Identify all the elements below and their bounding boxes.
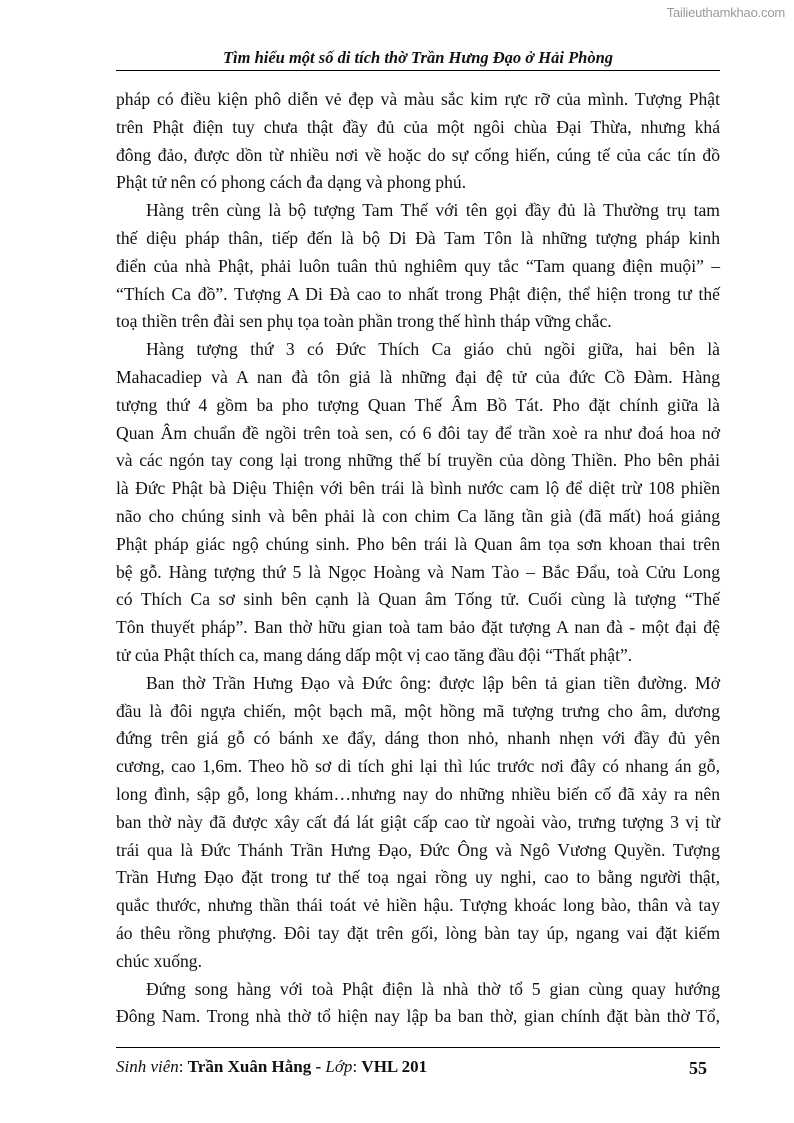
text-line: đầu là đôi ngựa chiến, một bạch mã, một hồng mã tượng trưng cho âm, dương: [116, 700, 720, 721]
running-header-title: Tìm hiểu một số di tích thờ Trần Hưng Đạo ở Hải Phòng: [222, 48, 614, 67]
text-line: và các ngón tay cong lại trong những thế bí truyền của dòng Thiền. Pho bên phải: [116, 450, 720, 471]
text-line: Phật tử nên có phong cách đa dạng và phong phú.: [116, 172, 467, 193]
student-label: Sinh viên: [116, 1057, 179, 1076]
text-line: Quan Âm chuẩn đề ngồi trên toà sen, có 6 đôi tay để trần xoè ra như đoá hoa nở: [116, 422, 720, 443]
footer-rule: [116, 1047, 720, 1048]
paragraph: [116, 197, 720, 336]
text-line: Trần Hưng Đạo đặt trong tư thế toạ ngai rồng uy nghi, cao to bằng người thật,: [116, 867, 720, 888]
separator: -: [311, 1057, 326, 1076]
text-line: Mahacadiep và A nan đà tôn giả là những đại đệ tử của đức Cồ Đàm. Hàng: [116, 366, 720, 387]
paragraph: [116, 86, 720, 197]
text-line: ban thờ này đã được xây cất đá lát giật cấp cao từ ngoài vào, trưng tượng 3 vị từ: [116, 811, 720, 832]
text-line: Đông Nam. Trong nhà thờ tổ hiện nay lập ba ban thờ, gian chính đặt bàn thờ Tổ,: [116, 1006, 720, 1027]
text-line: Hàng tượng thứ 3 có Đức Thích Ca giáo chủ ngồi giữa, hai bên là: [146, 339, 720, 360]
footer-author: Sinh viên: Trần Xuân Hằng - Lớp: VHL 201: [116, 1057, 428, 1076]
text-line: bệ gỗ. Hàng tượng thứ 5 là Ngọc Hoàng và Nam Tào – Bắc Đẩu, toà Cửu Long: [116, 561, 720, 582]
text-line: có Thích Ca sơ sinh bên cạnh là Quan âm Tống tử. Cuối cùng là tượng “Thế: [116, 589, 720, 610]
text-line: điển của nhà Phật, phải luôn tuân thủ nghiêm quy tắc “Tam quang điện muội” –: [116, 255, 720, 276]
text-line: Hàng trên cùng là bộ tượng Tam Thế với tên gọi đầy đủ là Thường trụ tam: [146, 200, 720, 221]
text-line: cương, cao 1,6m. Theo hồ sơ di tích ghi lại thì lúc trước nơi đây có nhang án gỗ,: [116, 756, 720, 777]
text-line: là Đức Phật bà Diệu Thiện với bên trái là bình nước cam lộ để diệt trừ 108 phiền: [116, 478, 720, 499]
class-name: VHL 201: [361, 1057, 428, 1076]
paragraph: [116, 976, 720, 1032]
text-line: Tôn thuyết pháp”. Ban thờ hữu gian toà tam bảo đặt tượng A nan đà - một đại đệ: [116, 617, 720, 638]
text-line: quắc thước, nhưng thần thái toát vẻ hiền hậu. Tượng khoác long bào, thân và tay: [116, 895, 720, 916]
text-line: Ban thờ Trần Hưng Đạo và Đức ông: được lập bên tả gian tiền đường. Mở: [146, 672, 720, 693]
header-rule: [116, 70, 720, 71]
page-number: 55: [689, 1058, 707, 1078]
text-line: đứng trên giá gỗ có bánh xe đẩy, dáng thon nhỏ, nhanh nhẹn với đầy đủ yên: [116, 728, 720, 749]
text-line: chúc xuống.: [116, 950, 202, 971]
text-line: não cho chúng sinh và bên phải là con chim Ca lăng tần già (đã mất) hoá giảng: [116, 505, 720, 526]
text-line: Đứng song hàng với toà Phật điện là nhà thờ tổ 5 gian cùng quay hướng: [146, 978, 720, 999]
text-line: “Thích Ca đồ”. Tượng A Di Đà cao to nhất trong Phật điện, thể hiện trong tư thế: [116, 283, 720, 304]
text-line: áo thêu rồng phượng. Đôi tay đặt trên gối, lòng bàn tay úp, ngang vai đặt kiếm: [116, 922, 720, 943]
paragraph: [116, 670, 720, 976]
text-line: pháp có điều kiện phô diễn vẻ đẹp và màu sắc kim rực rỡ của mình. Tượng Phật: [116, 89, 720, 109]
student-name: Trần Xuân Hằng: [187, 1057, 312, 1076]
text-line: long đình, sập gỗ, long khám…nhưng nay do những nhiều biến cố đã xảy ra nên: [116, 783, 720, 804]
text-line: trái qua là Đức Thánh Trần Hưng Đạo, Đức Ông và Ngô Vương Quyền. Tượng: [116, 839, 720, 860]
text-line: trên Phật điện tuy chưa thật đầy đủ của một ngôi chùa Đại Thừa, nhưng khá: [116, 116, 720, 137]
body-text: [116, 86, 720, 1031]
text-line: tử của Phật thích ca, mang dáng dấp một vị cao tăng đầu đội “Thất phật”.: [116, 644, 633, 665]
text-line: toạ thiền trên đài sen phụ tọa toàn phần trong thế hình tháp vững chắc.: [116, 311, 612, 332]
text-line: thế diệu pháp thân, tiếp đến là bộ Di Đà Tam Tôn là những tượng pháp kinh: [116, 227, 720, 248]
watermark: Tailieuthamkhao.com: [666, 5, 785, 20]
text-line: tượng thứ 4 gồm ba pho tượng Quan Thế Âm Bồ Tát. Pho đặt chính giữa là: [116, 394, 720, 415]
class-label: Lớp: [325, 1057, 353, 1076]
text-line: đông đảo, được dồn từ nhiều nơi về hoặc do sự cống hiến, cúng tế của các tín đồ: [116, 144, 720, 165]
text-line: Phật pháp giác ngộ chúng sinh. Pho bên trái là Quan âm tọa sơn khoan thai trên: [116, 533, 720, 554]
paragraph: [116, 336, 720, 670]
